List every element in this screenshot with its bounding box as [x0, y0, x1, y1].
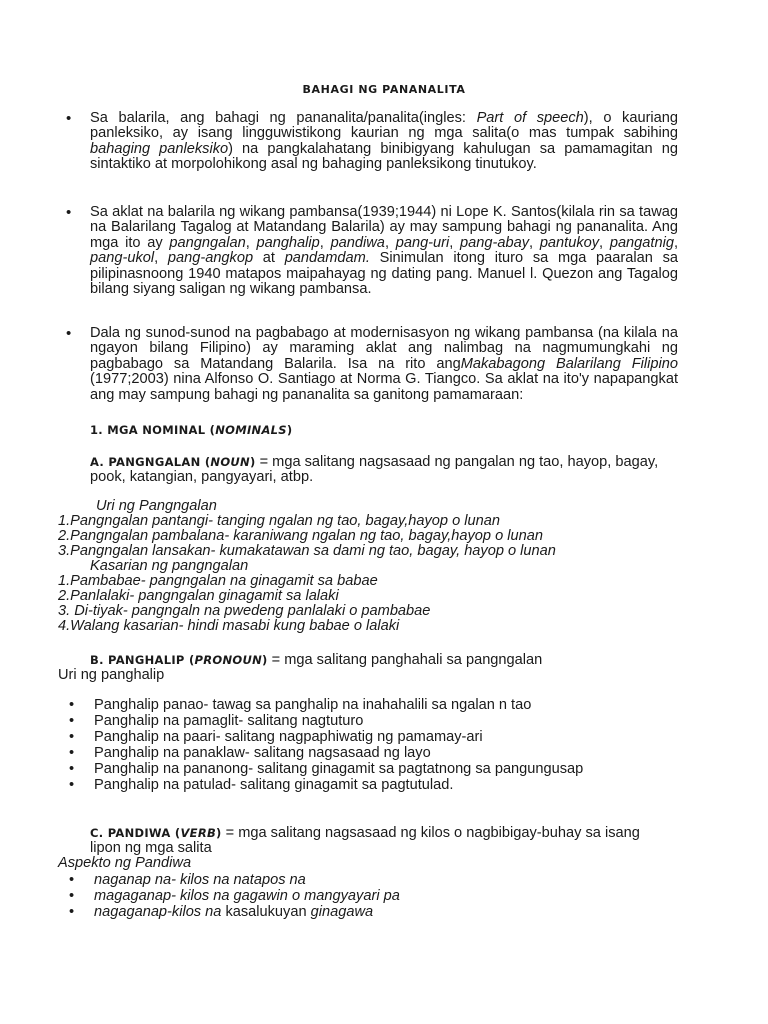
uri-panghalip-heading: Uri ng panghalip — [58, 667, 165, 683]
list-item: • Panghalip na paari- salitang nagpaphiwatig ng pamamay-ari — [64, 730, 583, 746]
list-item: 2.Panlalaki- pangngalan ginagamit sa lalaki — [58, 588, 339, 604]
list-item: • Panghalip na pamaglit- salitang nagtuturo — [64, 714, 583, 730]
list-item: • nagaganap-kilos na kasalukuyan ginagawa — [64, 905, 400, 921]
panghalip-list — [64, 698, 583, 794]
list-item: 3.Pangngalan lansakan- kumakatawan sa dami ng tao, bagay, hayop o lunan — [58, 543, 556, 559]
list-item: 1.Pangngalan pantangi- tanging ngalan ng tao, bagay,hayop o lunan — [58, 513, 500, 529]
list-item: • Panghalip panao- tawag sa panghalip na inahahalili sa ngalan n tao — [64, 698, 583, 714]
bullet-icon: • — [66, 325, 72, 342]
pandiwa-definition: C. PANDIWA (VERB) = mga salitang nagsasaad ng kilos o nagbibigay-buhay sa isang — [90, 825, 640, 841]
bullet-icon: • — [66, 204, 72, 221]
aspekto-heading: Aspekto ng Pandiwa — [58, 855, 192, 871]
paragraph-1: Sa balarila, ang bahagi ng pananalita/panalita(ingles: Part of speech), o kauriang panleksiko, ay isang lingguwistikong kaurian ng mga salita(o mas tumpak sabihing bahaging panleksiko) na pangkalahatang binibigyang kahulugan sa pamamagitan ng sintaktiko at morpolohikong asal ng bahaging panleksikong tinutukoy. — [90, 110, 679, 173]
list-item: • Panghalip na panaklaw- salitang nagsasaad ng layo — [64, 746, 583, 762]
list-item: • magaganap- kilos na gagawin o mangyayari pa — [64, 889, 400, 905]
pangngalan-definition-cont: pook, katangian, pangyayari, atbp. — [90, 469, 314, 485]
list-item: • Panghalip na pananong- salitang ginagamit sa pagtatnong sa pangungusap — [64, 762, 583, 778]
list-item: 1.Pambabae- pangngalan na ginagamit sa babae — [58, 573, 378, 589]
list-item: 3. Di-tiyak- pangngaln na pwedeng panlalaki o pambabae — [58, 603, 431, 619]
paragraph-2: Sa aklat na balarila ng wikang pambansa(1939;1944) ni Lope K. Santos(kilala rin sa tawag na Balarilang Tagalog at Matandang Balarila) ay may sampung bahagi ng pananalita. Ang mga ito ay pangngalan, panghalip, pandiwa, pang-uri, pang-abay, pantukoy, pangatnig, pang-ukol, pang-angkop at pandamdam. Sinimulan itong ituro sa mga paaralan sa pilipinasnoong 1940 matapos maipahayag ng dating pang. Manuel l. Quezon ang Tagalog bilang siyang saligan ng wikang pambansa. — [90, 204, 679, 298]
paragraph-3: Dala ng sunod-sunod na pagbabago at modernisasyon ng wikang pambansa (na kilala na ngayon bilang Filipino) ay maraming aklat ang nalimbag na nagmumungkahi ng pagbabago sa Matandang Balarila. Isa na rito angMakabagong Balarilang Filipino (1977;2003) nina Alfonso O. Santiago at Norma G. Tiangco. Sa aklat na ito'y napapangkat ang may sampung bahagi ng pananalita sa ganitong pamamaraan: — [90, 325, 678, 403]
list-item: • Panghalip na patulad- salitang ginagamit sa pagtutulad. — [64, 778, 583, 794]
pandiwa-definition-cont: lipon ng mga salita — [90, 840, 212, 856]
list-item: 4.Walang kasarian- hindi masabi kung babae o lalaki — [58, 618, 400, 634]
aspekto-list — [64, 873, 400, 921]
panghalip-definition: B. PANGHALIP (PRONOUN) = mga salitang panghahali sa pangngalan — [90, 652, 543, 668]
list-item: 2.Pangngalan pambalana- karaniwang ngalan ng tao, bagay,hayop o lunan — [58, 528, 543, 544]
bullet-icon: • — [66, 110, 72, 127]
list-item: • naganap na- kilos na natapos na — [64, 873, 400, 889]
section-heading-nominal: 1. MGA NOMINAL (NOMINALS) — [90, 423, 293, 437]
kasarian-heading: Kasarian ng pangngalan — [90, 558, 249, 574]
pangngalan-definition: A. PANGNGALAN (NOUN) = mga salitang nagsasaad ng pangalan ng tao, hayop, bagay, — [90, 454, 659, 470]
uri-pangngalan-heading: Uri ng Pangngalan — [96, 498, 217, 514]
page-title: BAHAGI NG PANANALITA — [302, 83, 466, 96]
